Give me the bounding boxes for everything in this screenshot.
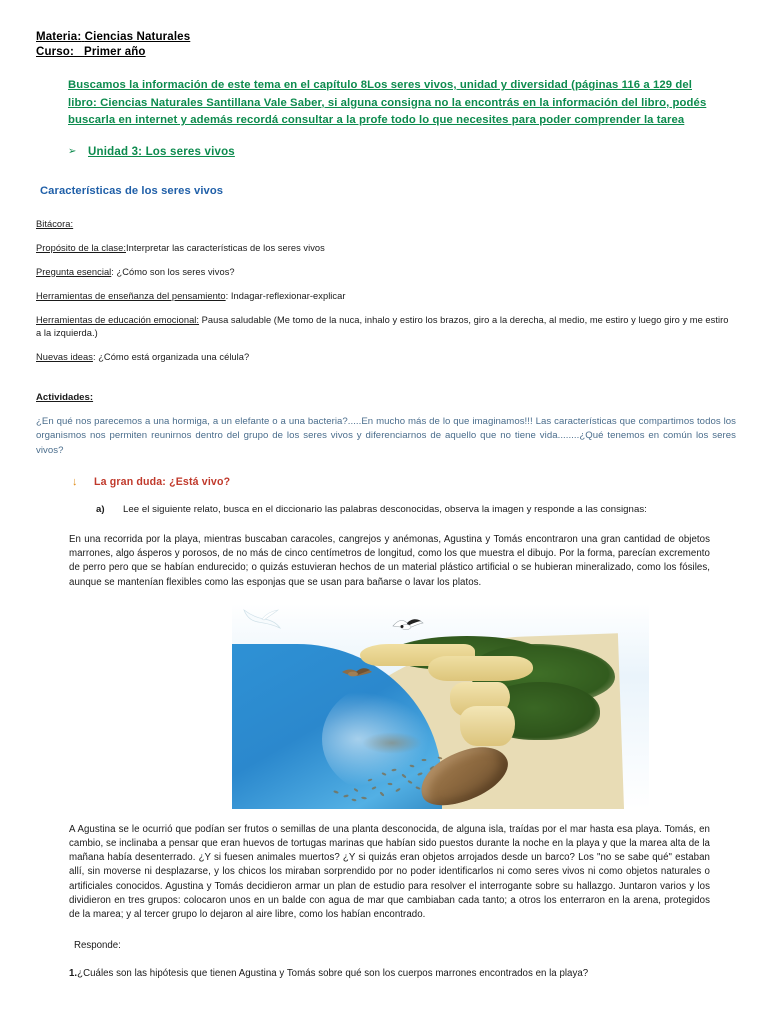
bitacora-row — [36, 351, 736, 364]
unidad-label: Unidad 3: Los seres vivos — [88, 145, 235, 158]
bitacora-row-value: : ¿Cómo está organizada una célula? — [92, 351, 250, 362]
actividades-heading: Actividades: — [36, 391, 94, 403]
bitacora-heading — [36, 218, 736, 231]
bitacora-row-value: : Indagar-reflexionar-explicar — [225, 290, 346, 301]
list-item-text: Lee el siguiente relato, busca en el diccionario las palabras desconocidas, observa la imagen y responde a las consignas: — [123, 504, 647, 515]
arrow-bullet-icon: ➢ — [68, 145, 77, 157]
subject-label: Materia: — [36, 31, 82, 43]
subject-line — [36, 30, 738, 45]
bitacora-row-label: Pregunta esencial — [36, 266, 112, 277]
intro-block — [36, 77, 738, 130]
actividades-paragraph: ¿En qué nos parecemos a una hormiga, a un elefante o a una bacteria?.....En mucho más de lo que imaginamos!!! Las características que compartimos todos los organismos nos permiten reunirnos dentro del grupo de los seres vivos y diferenciarnos de aquello que no tiene vida........¿Qué tenemos en común los seres vivos? — [36, 415, 736, 456]
down-arrow-bullet-icon: ↓ — [72, 476, 78, 488]
list-item-marker: a) — [96, 504, 105, 515]
bitacora-row-label: Herramientas de educación emocional: — [36, 314, 200, 325]
beach-coast-illustration — [232, 604, 649, 809]
bitacora-row — [36, 266, 736, 279]
bitacora-heading-label: Bitácora: — [36, 218, 74, 229]
bird-white-icon — [242, 606, 284, 632]
bitacora-row-label: Nuevas ideas — [36, 351, 93, 362]
section-title: Características de los seres vivos — [40, 184, 224, 197]
narrative-paragraph-2: A Agustina se le ocurrió que podían ser frutos o semillas de una planta desconocida, de alguna isla, traídas por el mar hasta esa playa. Tomás, en cambio, se inclinaba a pensar que eran huevos de tortugas marinas que habían sido puestos durante la noche en la playa y que la marea alta de la mañana había desenterrado. ¿Y si fuesen animales muertos? ¿Y si quizás eran objetos arrojados desde un barco? Los "no se sabe qué" estaban allí, sin moverse ni desplazarse, y los chicos los miraban sorprendido por no poder identificarlos ni como seres vivos ni como objetos naturales o artificiales conocidos. Agustina y Tomás decidieron armar un plan de estudio para resolver el interrogante sobre su hallazgo. Juntaron varios y los dividieron en tres grupos: colocaron unos en un balde con agua de mar que cambiaban cada tanto; a otros los enterraron en la arena, protegidos de la marea; y al tercer grupo lo dejaron al aire libre, como los habían encontrado. — [69, 823, 710, 921]
bitacora-row — [36, 290, 736, 303]
question-item — [36, 968, 738, 979]
bitacora-block — [36, 218, 738, 364]
question-text: ¿Cuáles son las hipótesis que tienen Agustina y Tomás sobre qué son los cuerpos marrones encontrados en la playa? — [77, 968, 589, 980]
course-label: Curso: — [36, 46, 74, 58]
bitacora-row-value: Interpretar las características de los seres vivos — [126, 242, 325, 253]
bitacora-row-label: Propósito de la clase: — [36, 242, 126, 253]
intro-text: Buscamos la información de este tema en el capítulo 8Los seres vivos, unidad y diversidad (páginas 116 a 129 del libro: Ciencias Naturales Santillana Vale Saber, si alguna consigna no la encontrás en la información del libro, podés buscarla en internet y además recordá consultar a la profe todo lo que necesites para poder comprender la tarea — [68, 79, 707, 126]
gran-duda-label: La gran duda: ¿Está vivo? — [94, 476, 231, 488]
bitacora-row-value: : ¿Cómo son los seres vivos? — [111, 266, 235, 277]
bird-brown-icon — [340, 662, 374, 684]
bird-seagull-icon — [390, 614, 426, 636]
illustration-container — [36, 604, 738, 809]
course-value: Primer año — [84, 46, 146, 58]
course-line — [36, 45, 738, 60]
gran-duda-heading — [36, 475, 738, 490]
subject-value: Ciencias Naturales — [84, 31, 191, 43]
bitacora-row — [36, 242, 736, 255]
bitacora-row-label: Herramientas de enseñanza del pensamiento — [36, 290, 226, 301]
bitacora-row — [36, 314, 736, 340]
sand-cliff — [428, 656, 533, 681]
sand-cliff — [460, 706, 515, 746]
question-number: 1. — [69, 968, 78, 980]
bitacora-row-value: Pausa saludable (Me tomo de la nuca, inhalo y estiro los brazos, giro a la derecha, al medio, me estiro y luego giro y me estiro a la izquierda.) — [36, 314, 729, 338]
responde-heading: Responde: — [74, 940, 121, 952]
list-item — [36, 503, 738, 517]
unidad-heading — [36, 144, 738, 160]
narrative-paragraph-1: En una recorrida por la playa, mientras buscaban caracoles, cangrejos y anémonas, Agustina y Tomás encontraron una gran cantidad de objetos marrones, algo ásperos y porosos, de no más de cinco centímetros de longitud, como los que muestra el dibujo. Por la forma, parecían excremento de perro pero que se habían endurecido; o quizás estuvieran hechos de un material plástico artificial o se hubieran mineralizado, como los fósiles, aunque se mantenían flexibles como las esponjas que se usan para bañarse o lavar los platos. — [69, 534, 710, 588]
